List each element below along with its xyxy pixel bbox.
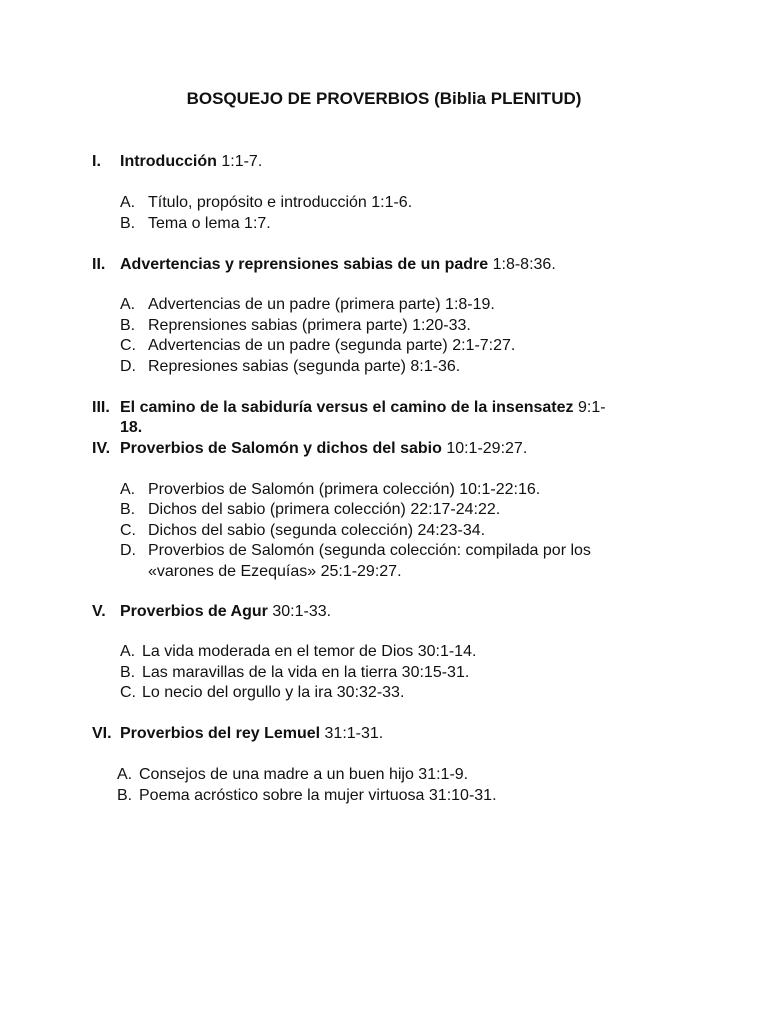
subsection-item bbox=[117, 786, 677, 807]
section-number: III. bbox=[92, 399, 110, 416]
subsection-item bbox=[120, 193, 680, 214]
document-title: BOSQUEJO DE PROVERBIOS (Biblia PLENITUD) bbox=[186, 89, 582, 108]
section-title: Introducción bbox=[120, 153, 217, 170]
item-letter: B. bbox=[120, 501, 136, 518]
section-title: Proverbios de Salomón y dichos del sabio bbox=[120, 440, 442, 457]
section-heading-3 bbox=[92, 398, 682, 419]
section-heading-4 bbox=[92, 439, 682, 460]
subsection-item bbox=[117, 765, 677, 786]
subsection-item bbox=[120, 500, 680, 521]
section-title: Advertencias y reprensiones sabias de un padre bbox=[120, 256, 489, 273]
section-title: El camino de la sabiduría versus el camino de la insensatez bbox=[120, 399, 574, 416]
section-number: VI. bbox=[92, 725, 112, 742]
section-reference: 1:8-8:36. bbox=[492, 256, 556, 273]
item-text: Proverbios de Salomón (segunda colección: compilada por los bbox=[148, 542, 591, 559]
section-number: IV. bbox=[92, 440, 111, 457]
item-text: Tema o lema 1:7. bbox=[148, 215, 271, 232]
section-title: Proverbios del rey Lemuel bbox=[120, 725, 321, 742]
item-letter: D. bbox=[120, 542, 136, 559]
section-title: Proverbios de Agur bbox=[120, 603, 268, 620]
item-letter: A. bbox=[117, 766, 133, 783]
item-letter: C. bbox=[120, 522, 136, 539]
item-letter: A. bbox=[120, 194, 136, 211]
section-reference: 31:1-31. bbox=[324, 725, 384, 742]
item-letter: C. bbox=[120, 684, 136, 701]
item-text: Reprensiones sabias (primera parte) 1:20-33. bbox=[148, 317, 471, 334]
item-text: Dichos del sabio (segunda colección) 24:23-34. bbox=[148, 522, 486, 539]
subsection-item bbox=[120, 541, 680, 562]
section-reference: 30:1-33. bbox=[272, 603, 332, 620]
item-text: Consejos de una madre a un buen hijo 31:1-9. bbox=[139, 766, 469, 783]
section-heading-1 bbox=[92, 152, 682, 173]
item-letter: A. bbox=[120, 643, 136, 660]
section-number: V. bbox=[92, 603, 106, 620]
item-letter: B. bbox=[120, 664, 136, 681]
subsection-item bbox=[120, 480, 680, 501]
subsection-item bbox=[120, 316, 680, 337]
section-heading-3-continuation bbox=[92, 418, 682, 439]
section-heading-6 bbox=[92, 724, 682, 745]
section-reference: 1:1-7. bbox=[221, 153, 263, 170]
item-letter: C. bbox=[120, 337, 136, 354]
item-letter: B. bbox=[120, 317, 136, 334]
subsection-item bbox=[120, 642, 680, 663]
item-text: Proverbios de Salomón (primera colección) 10:1-22:16. bbox=[148, 481, 541, 498]
item-letter: A. bbox=[120, 296, 136, 313]
item-text: Advertencias de un padre (segunda parte) 2:1-7:27. bbox=[148, 337, 516, 354]
subsection-item bbox=[120, 357, 680, 378]
subsection-item bbox=[120, 663, 680, 684]
section-number: I. bbox=[92, 153, 101, 170]
section-heading-2 bbox=[92, 255, 682, 276]
item-letter: B. bbox=[120, 215, 136, 232]
item-text: Advertencias de un padre (primera parte) 1:8-19. bbox=[148, 296, 495, 313]
subsection-item bbox=[120, 214, 680, 235]
item-text: La vida moderada en el temor de Dios 30:1-14. bbox=[142, 643, 477, 660]
item-text: Título, propósito e introducción 1:1-6. bbox=[148, 194, 413, 211]
section-heading-5 bbox=[92, 602, 682, 623]
item-letter: D. bbox=[120, 358, 136, 375]
section-reference: 9:1- bbox=[577, 399, 606, 416]
section-number: II. bbox=[92, 256, 106, 273]
item-letter: A. bbox=[120, 481, 136, 498]
subsection-item bbox=[120, 295, 680, 316]
item-text: Poema acróstico sobre la mujer virtuosa 31:10-31. bbox=[139, 787, 497, 804]
subsection-item-continuation bbox=[120, 562, 680, 583]
section-reference: 10:1-29:27. bbox=[446, 440, 528, 457]
subsection-item bbox=[120, 521, 680, 542]
item-text: Dichos del sabio (primera colección) 22:17-24:22. bbox=[148, 501, 501, 518]
section-reference-continuation: 18. bbox=[120, 419, 143, 436]
item-text: Lo necio del orgullo y la ira 30:32-33. bbox=[142, 684, 405, 701]
item-text-continuation: «varones de Ezequías» 25:1-29:27. bbox=[148, 563, 402, 580]
subsection-item bbox=[120, 336, 680, 357]
item-letter: B. bbox=[117, 787, 133, 804]
item-text: Represiones sabias (segunda parte) 8:1-36. bbox=[148, 358, 461, 375]
subsection-item bbox=[120, 683, 680, 704]
item-text: Las maravillas de la vida en la tierra 30:15-31. bbox=[142, 664, 470, 681]
